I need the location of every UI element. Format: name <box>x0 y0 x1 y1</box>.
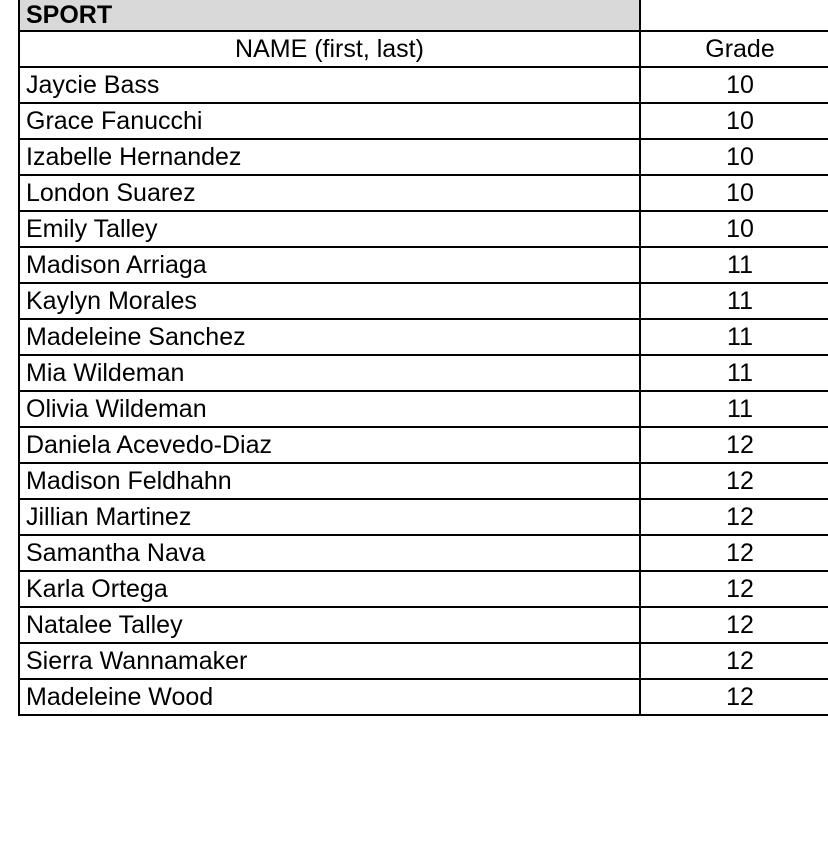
name-cell[interactable]: Grace Fanucchi <box>19 103 640 139</box>
grade-cell[interactable]: 10 <box>640 139 828 175</box>
roster-table <box>18 0 828 716</box>
table-row <box>19 247 828 283</box>
section-row <box>19 0 828 31</box>
table-row <box>19 175 828 211</box>
grade-cell[interactable]: 12 <box>640 535 828 571</box>
grade-cell[interactable]: 11 <box>640 283 828 319</box>
name-cell[interactable]: Jillian Martinez <box>19 499 640 535</box>
table-row <box>19 607 828 643</box>
name-cell[interactable]: Olivia Wildeman <box>19 391 640 427</box>
table-row <box>19 427 828 463</box>
grade-cell[interactable]: 10 <box>640 67 828 103</box>
name-cell[interactable]: Madison Feldhahn <box>19 463 640 499</box>
table-row <box>19 283 828 319</box>
grade-cell[interactable]: 12 <box>640 679 828 715</box>
name-cell[interactable]: Madeleine Wood <box>19 679 640 715</box>
table-row <box>19 355 828 391</box>
grade-cell[interactable]: 12 <box>640 499 828 535</box>
grade-cell[interactable]: 12 <box>640 463 828 499</box>
table-row <box>19 67 828 103</box>
table-row <box>19 643 828 679</box>
name-cell[interactable]: Mia Wildeman <box>19 355 640 391</box>
name-cell[interactable]: Jaycie Bass <box>19 67 640 103</box>
table-row <box>19 679 828 715</box>
grade-cell[interactable]: 10 <box>640 103 828 139</box>
table-row <box>19 463 828 499</box>
name-cell[interactable]: Karla Ortega <box>19 571 640 607</box>
grade-cell[interactable]: 10 <box>640 175 828 211</box>
column-header-name[interactable]: NAME (first, last) <box>19 31 640 67</box>
grade-cell[interactable]: 12 <box>640 571 828 607</box>
name-cell[interactable]: Madeleine Sanchez <box>19 319 640 355</box>
section-label-cell[interactable]: SPORT <box>19 0 640 31</box>
table-row <box>19 103 828 139</box>
table-row <box>19 499 828 535</box>
grade-cell[interactable]: 12 <box>640 427 828 463</box>
name-cell[interactable]: Izabelle Hernandez <box>19 139 640 175</box>
grade-cell[interactable]: 11 <box>640 391 828 427</box>
grade-cell[interactable]: 10 <box>640 211 828 247</box>
table-row <box>19 319 828 355</box>
grade-cell[interactable]: 11 <box>640 247 828 283</box>
section-empty-cell[interactable] <box>640 0 828 31</box>
name-cell[interactable]: London Suarez <box>19 175 640 211</box>
grade-cell[interactable]: 11 <box>640 355 828 391</box>
table-row <box>19 139 828 175</box>
name-cell[interactable]: Natalee Talley <box>19 607 640 643</box>
column-header-grade[interactable]: Grade <box>640 31 828 67</box>
table-row <box>19 211 828 247</box>
table-row <box>19 535 828 571</box>
grade-cell[interactable]: 12 <box>640 607 828 643</box>
grade-cell[interactable]: 12 <box>640 643 828 679</box>
table-row <box>19 571 828 607</box>
name-cell[interactable]: Emily Talley <box>19 211 640 247</box>
name-cell[interactable]: Kaylyn Morales <box>19 283 640 319</box>
name-cell[interactable]: Samantha Nava <box>19 535 640 571</box>
table-row <box>19 391 828 427</box>
grade-cell[interactable]: 11 <box>640 319 828 355</box>
name-cell[interactable]: Sierra Wannamaker <box>19 643 640 679</box>
roster-sheet <box>18 0 828 716</box>
name-cell[interactable]: Daniela Acevedo-Diaz <box>19 427 640 463</box>
header-row <box>19 31 828 67</box>
name-cell[interactable]: Madison Arriaga <box>19 247 640 283</box>
